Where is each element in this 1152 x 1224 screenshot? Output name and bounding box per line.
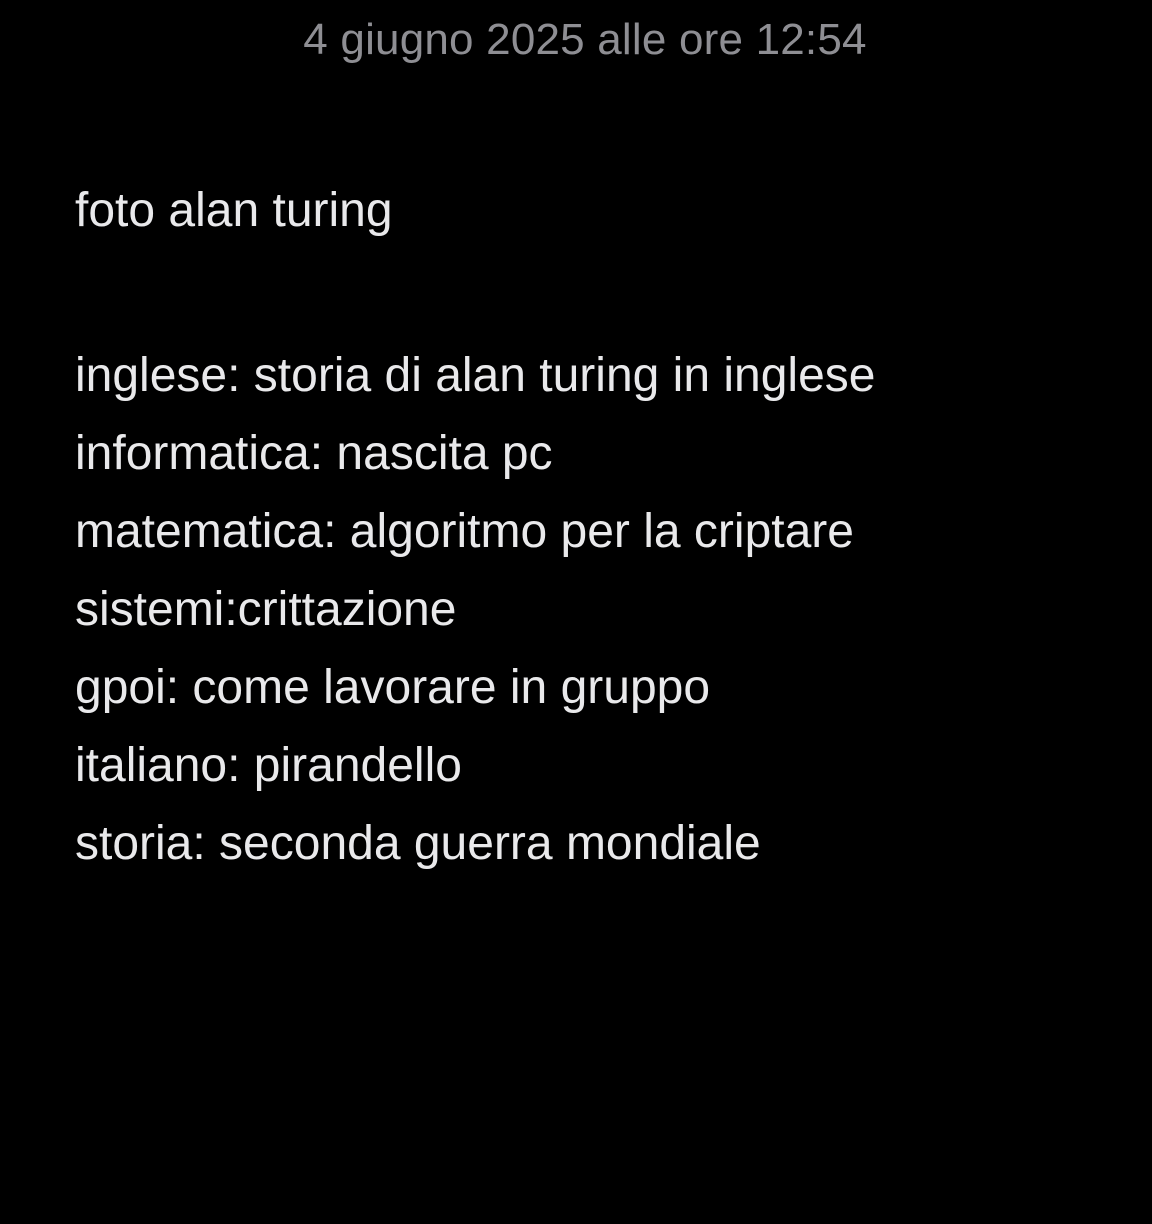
note-body[interactable] bbox=[75, 181, 1115, 883]
note-line-gpoi[interactable]: gpoi: come lavorare in gruppo bbox=[75, 661, 711, 714]
note-line-inglese[interactable]: inglese: storia di alan turing in inglese bbox=[75, 349, 876, 402]
note-line-matematica[interactable]: matematica: algoritmo per la criptare bbox=[75, 505, 854, 558]
note-line-storia[interactable]: storia: seconda guerra mondiale bbox=[75, 817, 761, 870]
note-line-informatica[interactable]: informatica: nascita pc bbox=[75, 427, 553, 480]
note-title-line[interactable]: foto alan turing bbox=[75, 184, 393, 237]
note-line-italiano[interactable]: italiano: pirandello bbox=[75, 739, 462, 792]
note-timestamp: 4 giugno 2025 alle ore 12:54 bbox=[303, 15, 867, 64]
note-line-sistemi[interactable]: sistemi:crittazione bbox=[75, 583, 457, 636]
